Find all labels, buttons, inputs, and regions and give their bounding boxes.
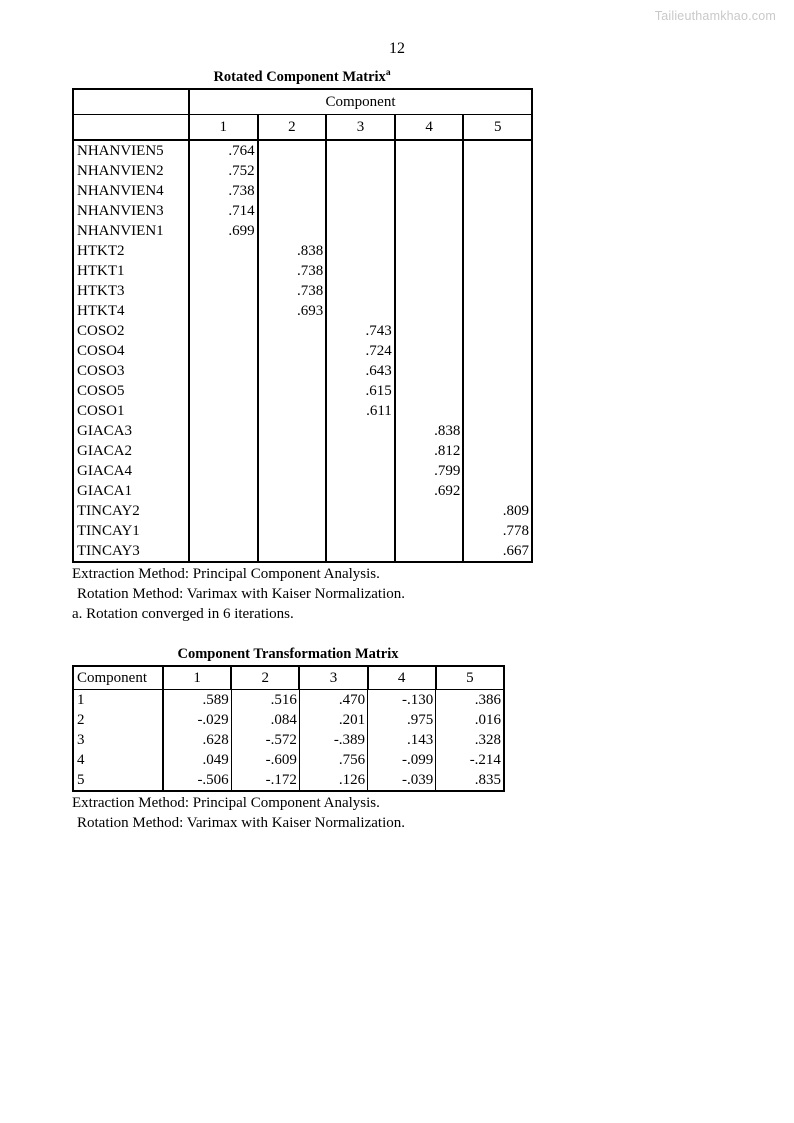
table-row	[73, 541, 532, 562]
table-row	[73, 341, 532, 361]
rotated-matrix-cell: .615	[326, 381, 395, 401]
rotated-matrix-cell	[395, 541, 464, 562]
rotated-matrix-cell	[463, 321, 532, 341]
rotated-matrix-cell	[258, 181, 327, 201]
rotated-matrix-cell	[258, 441, 327, 461]
table-row	[73, 241, 532, 261]
rotated-matrix-cell: .809	[463, 501, 532, 521]
rotated-matrix-cell	[463, 361, 532, 381]
transformation-matrix-cell: -.172	[231, 770, 299, 791]
rotated-matrix-cell	[258, 421, 327, 441]
rotated-matrix-col-header-4: 4	[395, 115, 464, 141]
rotated-matrix-cell	[463, 221, 532, 241]
transformation-matrix-cell: .628	[202, 732, 229, 748]
transformation-matrix-cell: .143	[368, 730, 436, 750]
rotated-matrix-cell	[326, 481, 395, 501]
transformation-matrix-cell: .835	[436, 770, 504, 791]
rotated-matrix-col-header-3: 3	[326, 115, 395, 141]
rotated-matrix-cell	[189, 501, 258, 521]
rotated-matrix-row-label: GIACA1	[73, 481, 189, 501]
transformation-matrix-cell: -.029	[197, 712, 229, 728]
rotated-matrix-column-header-row	[73, 115, 532, 141]
rotated-matrix-cell	[258, 381, 327, 401]
table-row	[73, 381, 532, 401]
table-row	[73, 481, 532, 501]
rotated-matrix-cell	[463, 481, 532, 501]
rotated-matrix-cell: .643	[326, 361, 395, 381]
table-row	[73, 421, 532, 441]
transformation-matrix-cell: .328	[436, 730, 504, 750]
rotated-matrix-cell	[395, 281, 464, 301]
rotated-matrix-cell	[326, 461, 395, 481]
rotated-matrix-cell	[189, 261, 258, 281]
rotated-matrix-cell	[395, 381, 464, 401]
transformation-matrix-header	[73, 666, 504, 690]
page-number: 12	[389, 40, 405, 57]
rotated-matrix-footnotes	[72, 564, 532, 624]
rotated-matrix-cell	[258, 521, 327, 541]
rotated-matrix-cell: .724	[326, 341, 395, 361]
rotated-matrix-cell	[258, 461, 327, 481]
rotated-matrix-cell	[258, 501, 327, 521]
table-row	[73, 140, 532, 161]
rotated-matrix-cell: .838	[395, 421, 464, 441]
rotated-matrix-col-header-5: 5	[463, 115, 532, 141]
transformation-matrix-footnote-extraction: Extraction Method: Principal Component Analysis.	[72, 795, 380, 811]
table-row	[73, 261, 532, 281]
table-row	[73, 321, 532, 341]
rotated-matrix-row-label: COSO1	[73, 401, 189, 421]
rotated-matrix-row-label: COSO4	[73, 341, 189, 361]
table-row	[73, 221, 532, 241]
rotated-matrix-cell	[258, 321, 327, 341]
transformation-matrix-cell: .756	[299, 750, 367, 770]
rotated-matrix-cell	[326, 161, 395, 181]
rotated-matrix-cell: .812	[395, 441, 464, 461]
table-row	[73, 441, 532, 461]
rotated-matrix-row-label: TINCAY2	[73, 501, 189, 521]
rotated-matrix-cell	[189, 541, 258, 562]
rotated-matrix-cell	[463, 261, 532, 281]
rotated-matrix-cell: .692	[395, 481, 464, 501]
rotated-matrix-cell	[326, 181, 395, 201]
rotated-matrix-cell	[395, 321, 464, 341]
rotated-matrix-group-header: Component	[189, 89, 532, 115]
rotated-component-matrix-table	[72, 88, 533, 563]
transformation-matrix-cell: .516	[231, 690, 299, 711]
rotated-matrix-cell	[463, 381, 532, 401]
rotated-matrix-cell	[463, 201, 532, 221]
rotated-matrix-cell: .752	[189, 161, 258, 181]
table-row	[73, 461, 532, 481]
rotated-matrix-cell	[258, 140, 327, 161]
transformation-matrix-cell: -.506	[163, 770, 231, 791]
rotated-matrix-cell: .799	[395, 461, 464, 481]
rotated-matrix-cell	[463, 421, 532, 441]
rotated-matrix-cell	[463, 140, 532, 161]
transformation-matrix-col-header-2: 2	[231, 666, 299, 690]
rotated-matrix-row-label: NHANVIEN3	[73, 201, 189, 221]
transformation-matrix-footnote-rotation: Rotation Method: Varimax with Kaiser Normalization.	[77, 815, 405, 831]
rotated-matrix-cell	[326, 501, 395, 521]
transformation-matrix-col-header-5: 5	[436, 666, 504, 690]
table-row	[73, 770, 504, 791]
rotated-matrix-cell	[189, 281, 258, 301]
rotated-matrix-cell: .743	[326, 321, 395, 341]
transformation-matrix-cell: .589	[202, 692, 229, 708]
transformation-matrix-cell: .016	[436, 710, 504, 730]
transformation-matrix-cell: .049	[202, 752, 229, 768]
rotated-matrix-row-label: TINCAY1	[73, 521, 189, 541]
transformation-matrix-cell: -.214	[436, 750, 504, 770]
rotated-matrix-cell	[463, 401, 532, 421]
rotated-matrix-cell: .667	[463, 541, 532, 562]
table-row	[73, 750, 504, 770]
rotated-matrix-cell	[189, 421, 258, 441]
rotated-matrix-row-label: COSO3	[73, 361, 189, 381]
table-row	[73, 521, 532, 541]
rotated-matrix-cell	[463, 241, 532, 261]
rotated-matrix-cell	[326, 441, 395, 461]
rotated-matrix-cell	[395, 361, 464, 381]
rotated-matrix-group-header-row	[73, 89, 532, 115]
rotated-matrix-cell	[326, 241, 395, 261]
rotated-matrix-cell	[463, 441, 532, 461]
rotated-matrix-cell	[326, 521, 395, 541]
rotated-component-matrix-block	[72, 68, 532, 624]
rotated-matrix-cell	[395, 161, 464, 181]
rotated-matrix-cell	[326, 541, 395, 562]
transformation-matrix-cell: -.130	[368, 690, 436, 711]
table-row	[73, 690, 504, 711]
rotated-matrix-footnote-rotation: Rotation Method: Varimax with Kaiser Normalization.	[77, 586, 405, 602]
rotated-matrix-cell	[395, 341, 464, 361]
rotated-matrix-row-label: NHANVIEN4	[73, 181, 189, 201]
rotated-matrix-cell: .738	[258, 281, 327, 301]
rotated-matrix-cell	[189, 461, 258, 481]
table-row	[73, 361, 532, 381]
transformation-matrix-body	[73, 690, 504, 792]
transformation-matrix-footnotes	[72, 793, 504, 833]
rotated-matrix-cell	[189, 401, 258, 421]
rotated-matrix-cell	[326, 201, 395, 221]
rotated-matrix-cell	[258, 401, 327, 421]
table-row	[73, 301, 532, 321]
rotated-matrix-cell: .693	[258, 301, 327, 321]
table-row	[73, 401, 532, 421]
rotated-matrix-cell	[395, 501, 464, 521]
transformation-matrix-row-label: 2	[73, 710, 163, 730]
rotated-matrix-row-label: HTKT4	[73, 301, 189, 321]
rotated-matrix-cell	[258, 341, 327, 361]
rotated-matrix-corner-cell	[73, 89, 189, 115]
rotated-matrix-cell	[463, 281, 532, 301]
transformation-matrix-cell: -.039	[368, 770, 436, 791]
rotated-matrix-cell	[463, 341, 532, 361]
rotated-matrix-row-label: NHANVIEN5	[73, 140, 189, 161]
transformation-matrix-cell: -.609	[231, 750, 299, 770]
rotated-matrix-cell	[463, 301, 532, 321]
rotated-matrix-cell	[189, 341, 258, 361]
rotated-matrix-cell	[463, 181, 532, 201]
transformation-matrix-col-header-1: 1	[163, 666, 231, 690]
rotated-matrix-row-label: GIACA2	[73, 441, 189, 461]
rotated-matrix-cell	[258, 221, 327, 241]
rotated-matrix-cell: .778	[463, 521, 532, 541]
transformation-matrix-row-label: 1	[73, 690, 163, 711]
site-watermark: Tailieuthamkhao.com	[654, 9, 776, 23]
rotated-matrix-cell	[189, 381, 258, 401]
rotated-matrix-cell	[395, 301, 464, 321]
rotated-matrix-cell	[326, 301, 395, 321]
rotated-matrix-cell	[395, 221, 464, 241]
transformation-matrix-cell: .201	[299, 710, 367, 730]
rotated-matrix-cell	[326, 281, 395, 301]
transformation-matrix-corner-header: Component	[73, 666, 163, 690]
rotated-matrix-cell	[258, 481, 327, 501]
rotated-matrix-cell	[189, 321, 258, 341]
rotated-matrix-cell: .611	[326, 401, 395, 421]
rotated-matrix-row-label: COSO5	[73, 381, 189, 401]
rotated-matrix-cell	[395, 261, 464, 281]
rotated-matrix-body	[73, 140, 532, 562]
rotated-matrix-cell	[189, 481, 258, 501]
transformation-matrix-row-label: 3	[73, 730, 163, 750]
rotated-matrix-cell	[189, 441, 258, 461]
rotated-matrix-footnote-extraction: Extraction Method: Principal Component Analysis.	[72, 566, 380, 582]
transformation-matrix-header-row	[73, 666, 504, 690]
rotated-matrix-cell	[258, 161, 327, 181]
rotated-matrix-row-label: HTKT1	[73, 261, 189, 281]
rotated-matrix-row-label: NHANVIEN1	[73, 221, 189, 241]
rotated-matrix-cell	[463, 161, 532, 181]
rotated-matrix-cell	[189, 241, 258, 261]
transformation-matrix-cell: -.572	[231, 730, 299, 750]
table-row	[73, 730, 504, 750]
rotated-matrix-corner-cell-2	[73, 115, 189, 141]
transformation-matrix-cell: .975	[368, 710, 436, 730]
rotated-matrix-title-superscript: a	[385, 68, 391, 79]
rotated-matrix-row-label: NHANVIEN2	[73, 161, 189, 181]
transformation-matrix-cell: .470	[299, 690, 367, 711]
rotated-matrix-cell	[395, 521, 464, 541]
rotated-matrix-cell	[395, 140, 464, 161]
rotated-matrix-cell	[326, 221, 395, 241]
rotated-matrix-cell	[395, 181, 464, 201]
transformation-matrix-col-header-3: 3	[299, 666, 367, 690]
transformation-matrix-cell: .386	[436, 690, 504, 711]
rotated-matrix-cell	[258, 201, 327, 221]
rotated-matrix-row-label: COSO2	[73, 321, 189, 341]
transformation-matrix-row-label: 4	[73, 750, 163, 770]
rotated-matrix-footnote-a: a. Rotation converged in 6 iterations.	[72, 606, 294, 622]
transformation-matrix-cell: .084	[231, 710, 299, 730]
table-row	[73, 181, 532, 201]
rotated-component-matrix-title	[72, 68, 532, 86]
rotated-matrix-row-label: HTKT2	[73, 241, 189, 261]
rotated-matrix-cell	[395, 241, 464, 261]
rotated-matrix-row-label: TINCAY3	[73, 541, 189, 562]
rotated-matrix-cell	[463, 461, 532, 481]
transformation-matrix-col-header-4: 4	[368, 666, 436, 690]
transformation-matrix-cell: -.389	[299, 730, 367, 750]
rotated-matrix-cell	[326, 261, 395, 281]
rotated-matrix-cell	[326, 140, 395, 161]
rotated-matrix-cell: .714	[189, 201, 258, 221]
transformation-matrix-cell: .126	[299, 770, 367, 791]
rotated-matrix-cell	[395, 401, 464, 421]
rotated-matrix-row-label: GIACA3	[73, 421, 189, 441]
rotated-matrix-cell	[395, 201, 464, 221]
rotated-matrix-cell: .764	[189, 140, 258, 161]
rotated-matrix-col-header-2: 2	[258, 115, 327, 141]
rotated-matrix-cell	[258, 361, 327, 381]
rotated-matrix-cell	[189, 361, 258, 381]
rotated-matrix-title-text: Rotated Component Matrix	[213, 69, 386, 85]
rotated-matrix-cell	[258, 541, 327, 562]
rotated-matrix-cell	[189, 521, 258, 541]
rotated-matrix-row-label: GIACA4	[73, 461, 189, 481]
rotated-matrix-col-header-1: 1	[189, 115, 258, 141]
transformation-matrix-row-label: 5	[73, 770, 163, 791]
rotated-matrix-cell: .738	[189, 181, 258, 201]
component-transformation-matrix-block	[72, 645, 504, 833]
table-row	[73, 501, 532, 521]
rotated-matrix-cell: .699	[189, 221, 258, 241]
rotated-matrix-cell: .738	[258, 261, 327, 281]
rotated-matrix-cell	[189, 301, 258, 321]
rotated-matrix-header	[73, 89, 532, 140]
transformation-matrix-cell: -.099	[368, 750, 436, 770]
table-row	[73, 161, 532, 181]
table-row	[73, 281, 532, 301]
component-transformation-matrix-table	[72, 665, 505, 792]
component-transformation-matrix-title: Component Transformation Matrix	[177, 646, 399, 662]
table-row	[73, 710, 504, 730]
rotated-matrix-cell: .838	[258, 241, 327, 261]
rotated-matrix-cell	[326, 421, 395, 441]
rotated-matrix-row-label: HTKT3	[73, 281, 189, 301]
table-row	[73, 201, 532, 221]
